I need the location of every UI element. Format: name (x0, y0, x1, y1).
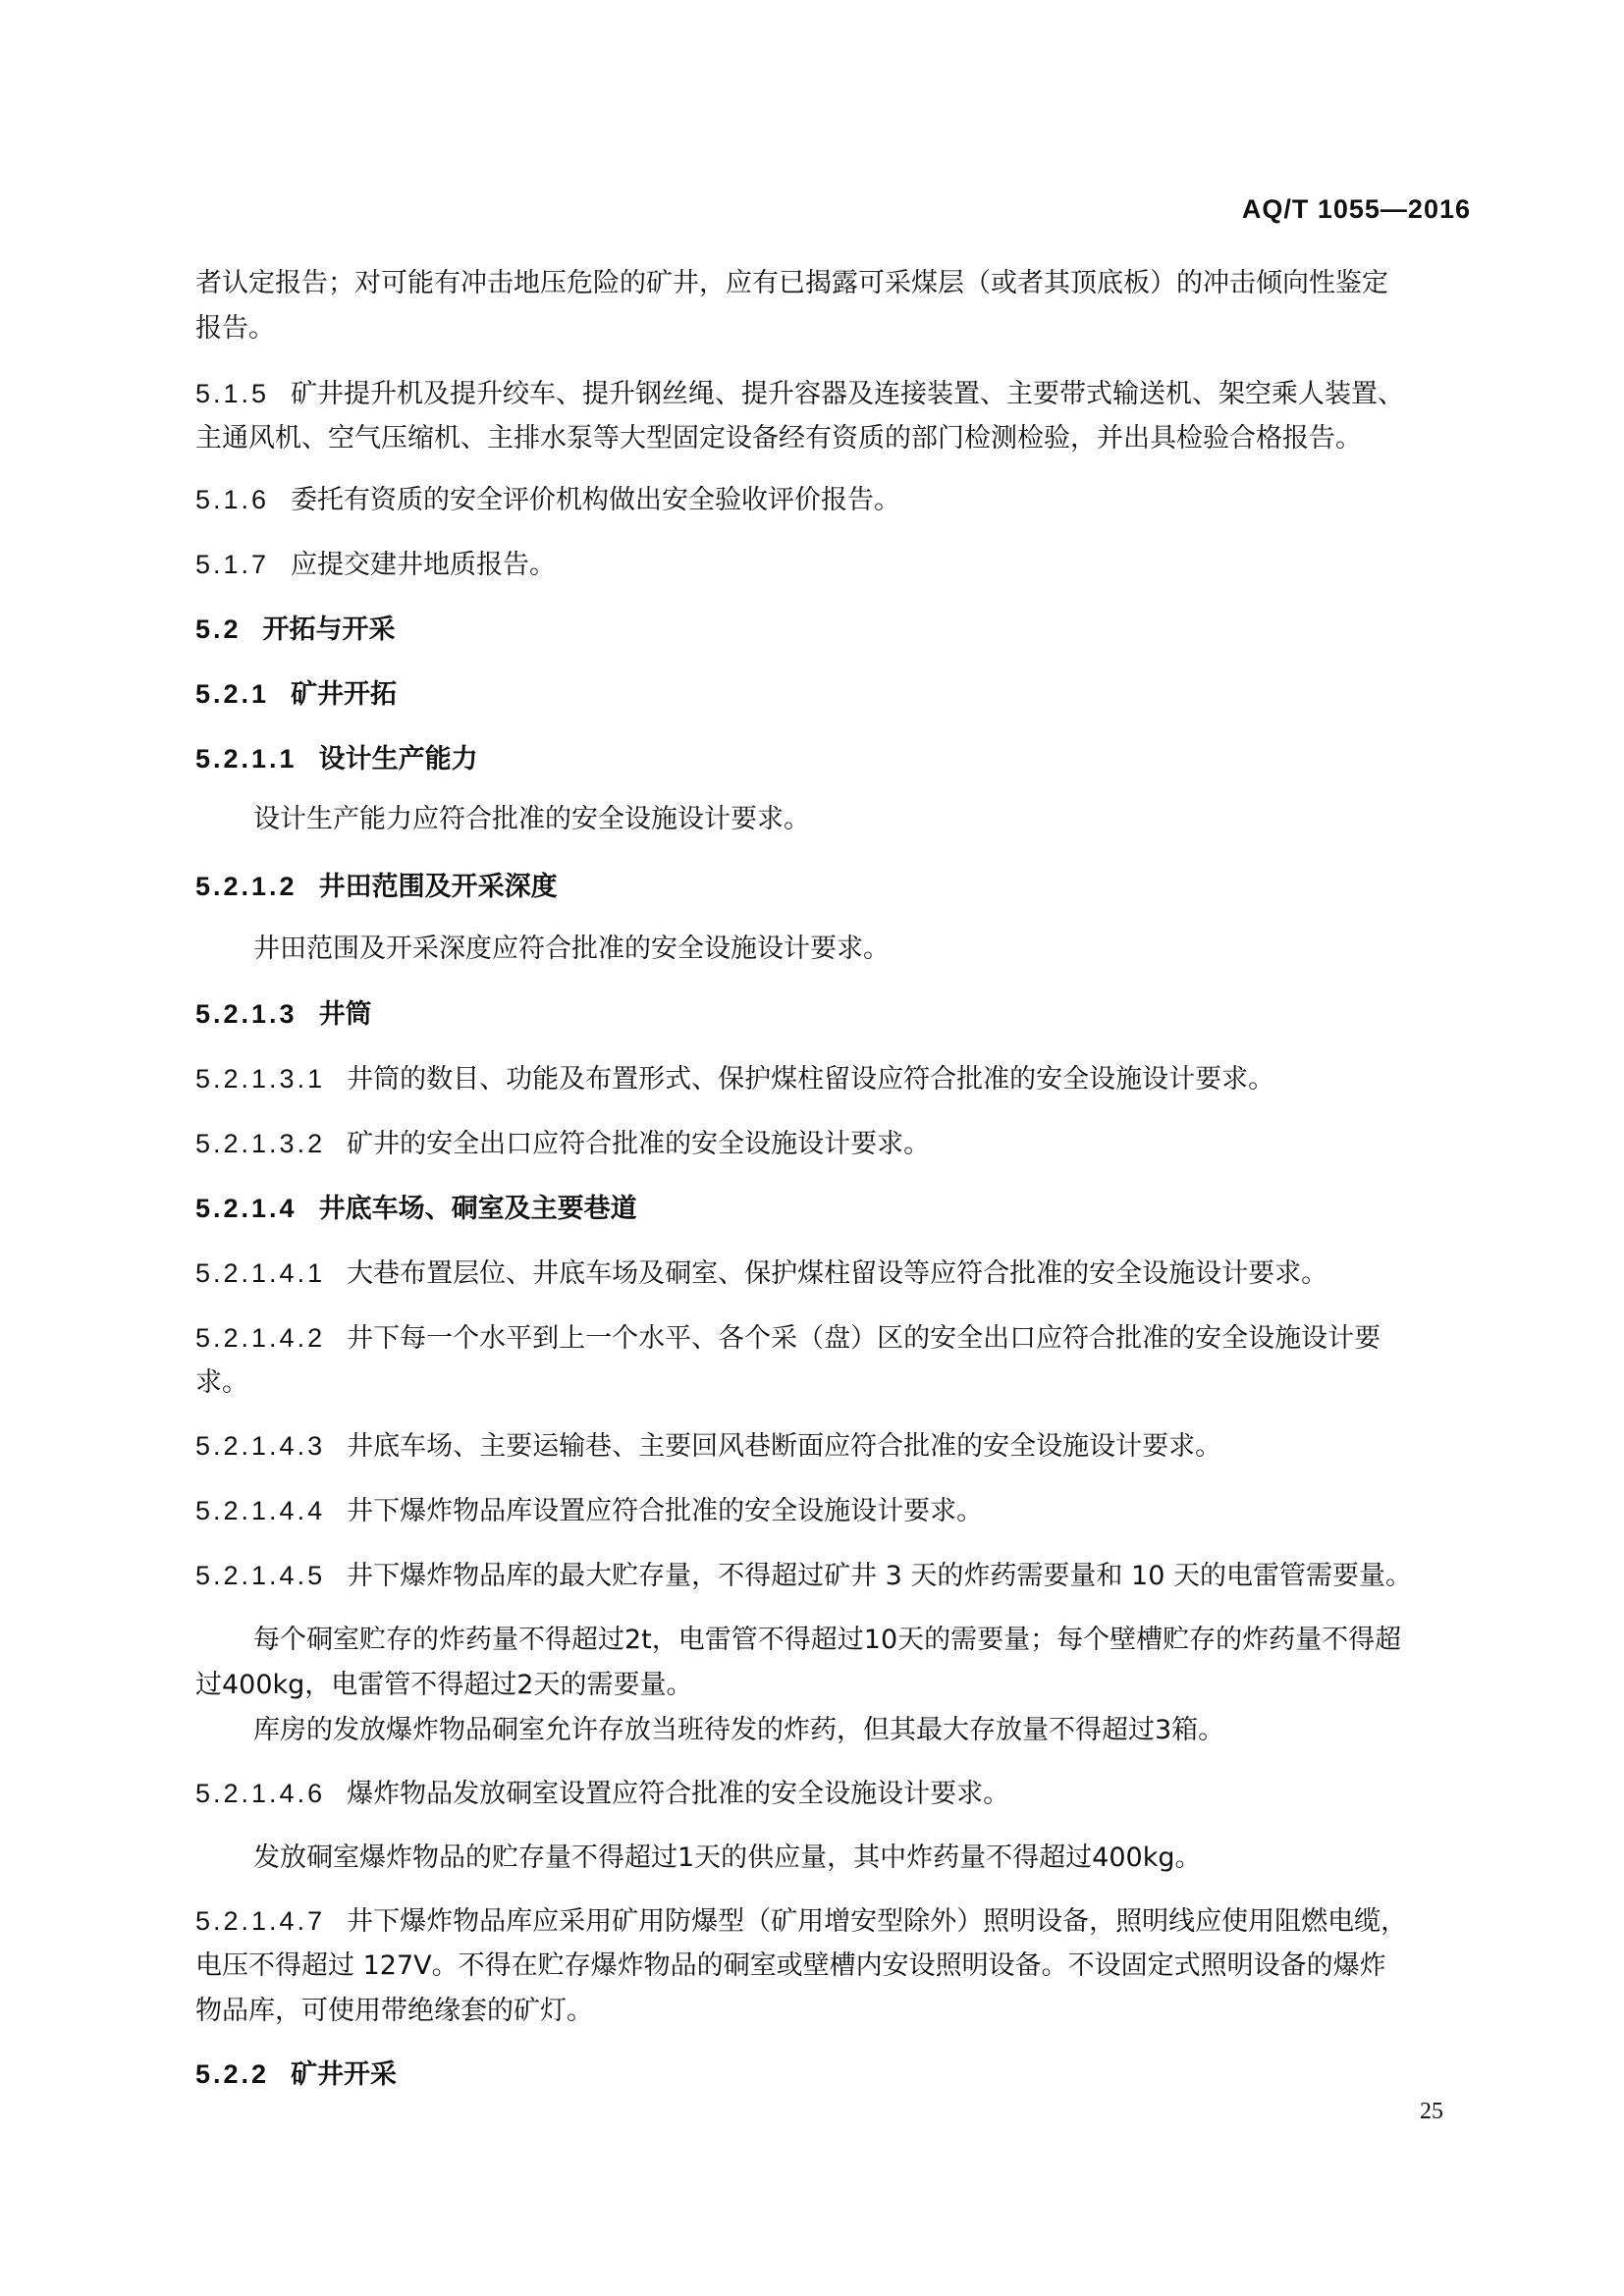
clause-number: 5.2.1.2 (195, 872, 298, 901)
clause-5-2-1-4-2 (195, 1315, 1482, 1362)
clause-number: 5.2.1.3.1 (195, 1064, 326, 1094)
heading-title: 井底车场、硐室及主要巷道 (318, 1194, 637, 1224)
clause-text: 井底车场、主要运输巷、主要回风巷断面应符合批准的安全设施设计要求。 (347, 1431, 1222, 1462)
paragraph-line: 发放硐室爆炸物品的贮存量不得超过1天的供应量，其中炸药量不得超过400kg。 (253, 1842, 1202, 1873)
paragraph-line: 库房的发放爆炸物品硐室允许存放当班待发的炸药，但其最大存放量不得超过3箱。 (253, 1715, 1225, 1745)
heading-5-2-2 (195, 2052, 1482, 2098)
clause-number: 5.2.1.4.6 (195, 1779, 326, 1808)
clause-5-1-7 (195, 542, 1482, 588)
clause-number: 5.2 (195, 614, 242, 644)
clause-number: 5.2.2 (195, 2059, 270, 2089)
paragraph-line: 井田范围及开采深度应符合批准的安全设施设计要求。 (253, 934, 890, 964)
clause-number: 5.2.1.4.4 (195, 1496, 326, 1525)
paragraph-line: 设计生产能力应符合批准的安全设施设计要求。 (253, 804, 810, 834)
clause-number: 5.1.6 (195, 485, 270, 514)
paragraph-line: 者认定报告；对可能有冲击地压危险的矿井，应有已揭露可采煤层（或者其顶底板）的冲击倾向性鉴定 (195, 268, 1388, 298)
heading-title: 设计生产能力 (318, 744, 478, 774)
paragraph-line: 求。 (195, 1367, 248, 1398)
heading-title: 矿井开采 (291, 2059, 398, 2090)
heading-5-2-1-1 (195, 736, 1482, 782)
paragraph-line: 物品库，可使用带绝缘套的矿灯。 (195, 1996, 593, 2026)
clause-5-2-1-4-4 (195, 1488, 1482, 1534)
clause-text: 委托有资质的安全评价机构做出安全验收评价报告。 (291, 485, 901, 515)
clause-text: 井下爆炸物品库应采用矿用防爆型（矿用增安型除外）照明设备，照明线应使用阻燃电缆， (347, 1906, 1408, 1937)
clause-5-2-1-4-1 (195, 1251, 1482, 1297)
heading-title: 开拓与开采 (262, 614, 396, 645)
clause-text: 矿井提升机及提升绞车、提升钢丝绳、提升容器及连接装置、主要带式输送机、架空乘人装置、 (291, 379, 1405, 409)
clause-number: 5.2.1 (195, 679, 270, 709)
heading-5-2-1 (195, 671, 1482, 718)
paragraph-line: 电压不得超过 127V。不得在贮存爆炸物品的硐室或壁槽内安设照明设备。不设固定式照明设备的爆炸 (195, 1950, 1386, 1981)
clause-number: 5.2.1.1 (195, 744, 298, 774)
clause-number: 5.2.1.4.7 (195, 1906, 326, 1936)
heading-5-2 (195, 607, 1482, 653)
clause-number: 5.2.1.4.1 (195, 1258, 326, 1288)
heading-5-2-1-3 (195, 991, 1482, 1038)
clause-number: 5.1.5 (195, 379, 270, 408)
clause-5-2-1-4-7 (195, 1898, 1482, 1945)
clause-5-2-1-4-6 (195, 1771, 1482, 1817)
paragraph-line: 报告。 (195, 313, 275, 344)
clause-5-2-1-4-5 (195, 1553, 1482, 1599)
clause-number: 5.2.1.4.2 (195, 1323, 326, 1353)
standard-code: AQ/T 1055—2016 (1241, 194, 1471, 224)
paragraph-line: 过400kg，电雷管不得超过2天的需要量。 (195, 1670, 693, 1700)
clause-text: 井下爆炸物品库的最大贮存量，不得超过矿井 3 天的炸药需要量和 10 天的电雷管需要量。 (347, 1561, 1412, 1591)
heading-5-2-1-2 (195, 864, 1482, 910)
clause-number: 5.2.1.4.5 (195, 1561, 326, 1590)
page-number: 25 (1420, 2099, 1443, 2124)
paragraph-line: 主通风机、空气压缩机、主排水泵等大型固定设备经有资质的部门检测检验，并出具检验合格报告。 (195, 423, 1362, 454)
clause-text: 井下爆炸物品库设置应符合批准的安全设施设计要求。 (347, 1496, 984, 1526)
clause-number: 5.2.1.3 (195, 999, 298, 1029)
clause-5-1-6 (195, 477, 1482, 523)
clause-number: 5.1.7 (195, 550, 270, 579)
clause-text: 井下每一个水平到上一个水平、各个采（盘）区的安全出口应符合批准的安全设施设计要 (347, 1323, 1381, 1354)
clause-text: 大巷布置层位、井底车场及硐室、保护煤柱留设等应符合批准的安全设施设计要求。 (347, 1258, 1328, 1289)
clause-text: 应提交建井地质报告。 (291, 550, 557, 580)
heading-title: 井筒 (318, 999, 372, 1030)
clause-number: 5.2.1.4.3 (195, 1431, 326, 1461)
clause-number: 5.2.1.3.2 (195, 1129, 326, 1158)
clause-text: 矿井的安全出口应符合批准的安全设施设计要求。 (347, 1129, 931, 1159)
heading-title: 井田范围及开采深度 (318, 872, 558, 902)
clause-text: 爆炸物品发放硐室设置应符合批准的安全设施设计要求。 (347, 1779, 1010, 1809)
clause-text: 井筒的数目、功能及布置形式、保护煤柱留设应符合批准的安全设施设计要求。 (347, 1064, 1275, 1095)
heading-title: 矿井开拓 (291, 679, 398, 710)
clause-number: 5.2.1.4 (195, 1194, 298, 1223)
clause-5-1-5 (195, 371, 1482, 417)
clause-5-2-1-3-2 (195, 1121, 1482, 1167)
paragraph-line: 每个硐室贮存的炸药量不得超过2t，电雷管不得超过10天的需要量；每个壁槽贮存的炸药量不得超 (253, 1625, 1402, 1655)
clause-5-2-1-4-3 (195, 1423, 1482, 1469)
clause-5-2-1-3-1 (195, 1056, 1482, 1102)
heading-5-2-1-4 (195, 1186, 1482, 1232)
